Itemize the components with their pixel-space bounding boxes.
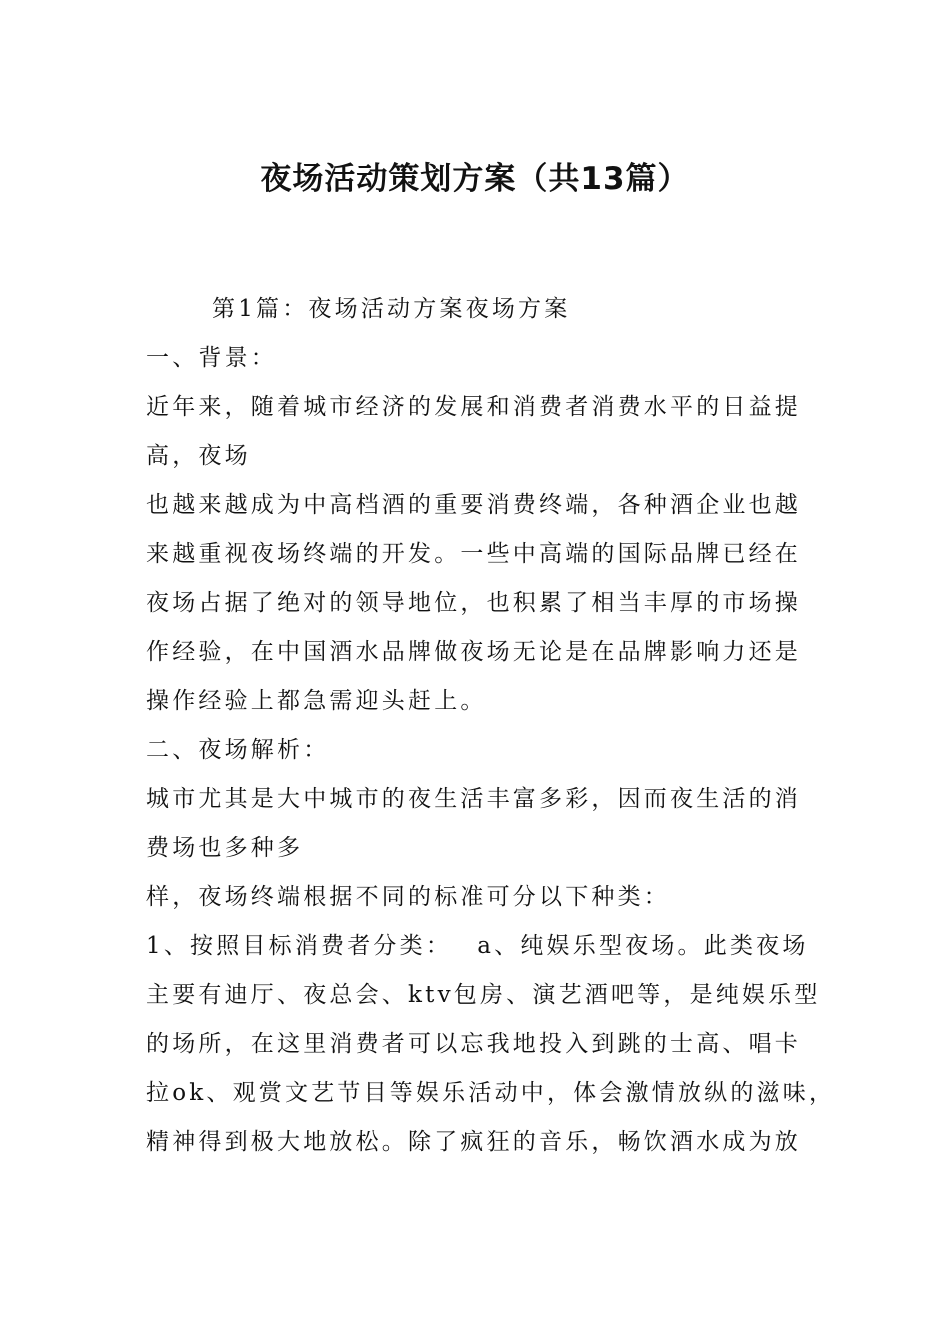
chapter-heading: 第1篇：夜场活动方案夜场方案 [212, 296, 571, 322]
section-heading-analysis: 二、夜场解析： [146, 737, 330, 763]
paragraph-line: 夜场占据了绝对的领导地位，也积累了相当丰厚的市场操 [146, 590, 801, 616]
section-heading-background: 一、背景： [146, 345, 277, 371]
paragraph-line: 主要有迪厅、夜总会、ktv包房、演艺酒吧等，是纯娱乐型 [146, 982, 821, 1008]
paragraph-line: 操作经验上都急需迎头赶上。 [146, 688, 487, 714]
paragraph-line: 拉ok、观赏文艺节目等娱乐活动中，体会激情放纵的滋味， [146, 1080, 836, 1106]
paragraph-line: 作经验，在中国酒水品牌做夜场无论是在品牌影响力还是 [146, 639, 801, 665]
paragraph-line: 费场也多种多 [146, 835, 304, 861]
paragraph-line: 精神得到极大地放松。除了疯狂的音乐，畅饮酒水成为放 [146, 1129, 801, 1155]
paragraph-line: 1、按照目标消费者分类： a、纯娱乐型夜场。此类夜场 [146, 933, 809, 959]
paragraph-line: 高，夜场 [146, 443, 251, 469]
document-title: 夜场活动策划方案（共13篇） [260, 161, 690, 197]
paragraph-line: 的场所，在这里消费者可以忘我地投入到跳的士高、唱卡 [146, 1031, 801, 1057]
document-body [146, 285, 836, 1167]
paragraph-line: 城市尤其是大中城市的夜生活丰富多彩，因而夜生活的消 [146, 786, 801, 812]
paragraph-line: 来越重视夜场终端的开发。一些中高端的国际品牌已经在 [146, 541, 801, 567]
paragraph-line: 也越来越成为中高档酒的重要消费终端，各种酒企业也越 [146, 492, 801, 518]
paragraph-line: 近年来，随着城市经济的发展和消费者消费水平的日益提 [146, 394, 801, 420]
paragraph-line: 样，夜场终端根据不同的标准可分以下种类： [146, 884, 670, 910]
